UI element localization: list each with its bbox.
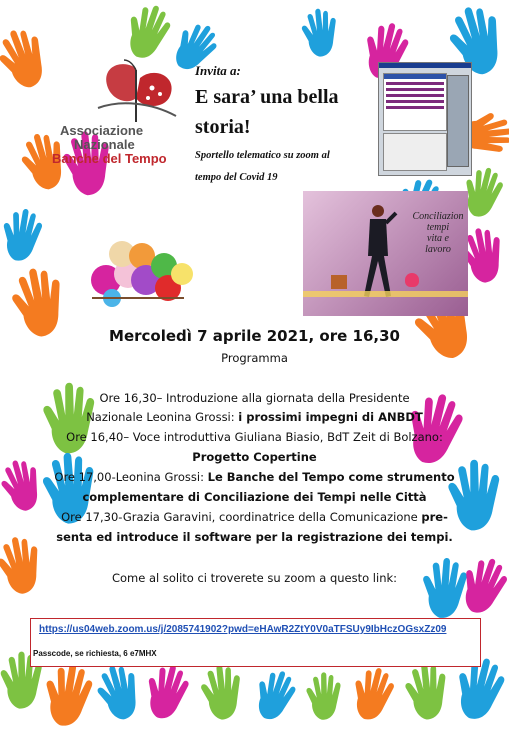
program-line-1: Ore 16,30– Introduzione alla giornata della Presidente bbox=[99, 391, 410, 405]
program-line-2 bbox=[0, 409, 509, 425]
invite-title-line-2: storia! bbox=[195, 116, 251, 138]
zoom-meeting-link[interactable]: https://us04web.zoom.us/j/2085741902?pwd=eHAwR2ZtY0V0aTFSUy9IbHczOGsxZz09 bbox=[39, 624, 447, 635]
program-line-7 bbox=[0, 509, 509, 525]
program-line-6: complementare di Conciliazione dei Tempi nelle Città bbox=[82, 490, 427, 504]
association-logo bbox=[52, 58, 182, 168]
program-line-2-text: Nazionale Leonina Grossi: bbox=[86, 410, 239, 424]
program-line-5-text: Ore 17,00-Leonina Grossi: bbox=[54, 470, 208, 484]
butterfly-logo-icon bbox=[90, 58, 182, 128]
invite-title-line-1: E sara’ una bella bbox=[195, 86, 339, 108]
program-line-7-bold: pre- bbox=[421, 510, 448, 524]
zoom-link-box bbox=[30, 618, 481, 667]
invite-subtitle-line-2: tempo del Covid 19 bbox=[195, 172, 278, 183]
yarn-balls-illustration bbox=[84, 228, 202, 308]
illustration-caption-3: vita e bbox=[427, 233, 449, 244]
program-line-4: Progetto Copertine bbox=[192, 450, 317, 464]
program-line-5 bbox=[0, 469, 509, 485]
logo-line-2: Nazionale bbox=[74, 137, 135, 152]
illustration-caption-1: Conciliazion bbox=[412, 211, 464, 222]
zoom-intro: Come al solito ci troverete su zoom a questo link: bbox=[111, 571, 398, 585]
zoom-passcode: Passcode, se richiesta, 6 e7MHX bbox=[33, 649, 157, 658]
program-line-2-bold: i prossimi impegni di ANBDT bbox=[238, 410, 423, 424]
hand-orange-icon bbox=[39, 658, 100, 732]
invite-subtitle-line-1: Sportello telematico su zoom al bbox=[195, 150, 330, 161]
invite-label: Invita a: bbox=[195, 63, 241, 78]
event-date-time: Mercoledì 7 aprile 2021, ore 16,30 bbox=[109, 327, 400, 345]
conciliation-illustration bbox=[303, 191, 468, 316]
program-line-5-bold: Le Banche del Tempo come strumento bbox=[207, 470, 455, 484]
program-line-3: Ore 16,40– Voce introduttiva Giuliana Biasio, BdT Zeit di Bolzano: bbox=[66, 430, 443, 444]
hand-blue-icon bbox=[296, 2, 347, 63]
logo-line-1: Associazione bbox=[60, 123, 144, 138]
software-screenshot bbox=[378, 62, 472, 176]
program-heading: Programma bbox=[221, 351, 288, 365]
program-line-8: senta ed introduce il software per la registrazione dei tempi. bbox=[56, 530, 453, 544]
illustration-caption-4: lavoro bbox=[425, 244, 451, 255]
program-line-7-text: Ore 17,30-Grazia Garavini, coordinatrice della Comunicazione bbox=[61, 510, 422, 524]
illustration-caption-2: tempi bbox=[426, 222, 450, 233]
logo-line-3: Banche del Tempo bbox=[52, 151, 167, 166]
